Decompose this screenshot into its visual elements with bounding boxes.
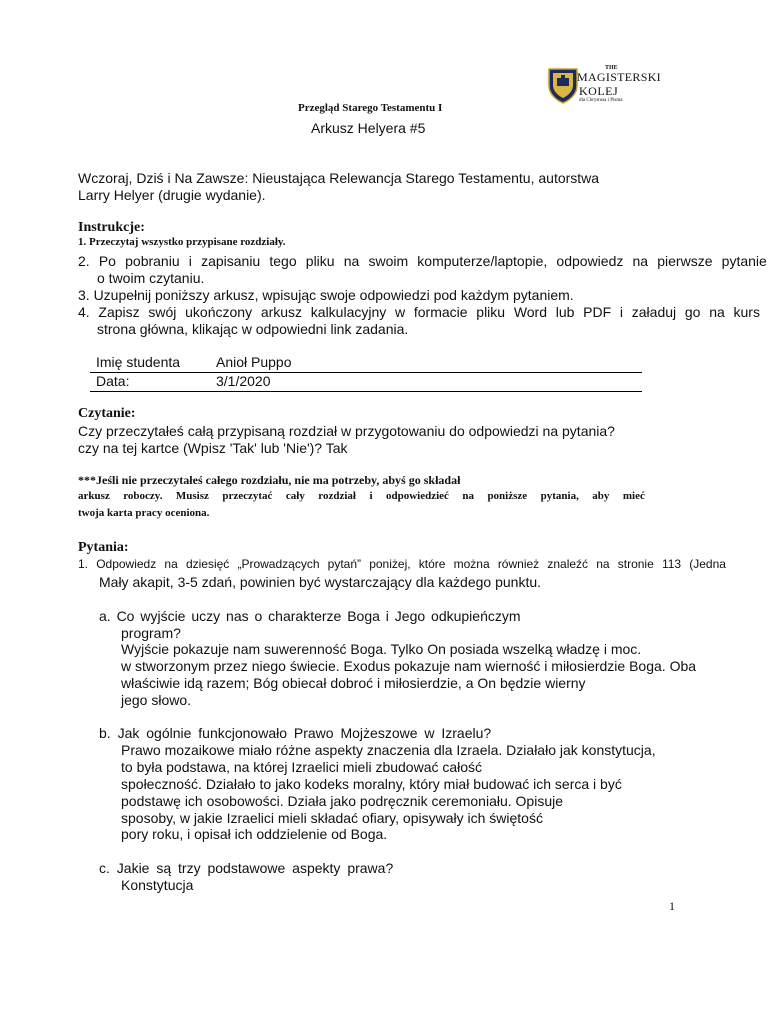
- word: pliku: [305, 253, 335, 269]
- answer-b-line: społeczność. Działało to jako kodeks moralny, który miał budować ich serca i być: [121, 776, 622, 792]
- word: „Prowadzących: [237, 557, 320, 571]
- word: 4.: [78, 304, 90, 320]
- warning-line-2: [78, 490, 645, 502]
- date-row: [90, 373, 642, 391]
- answer-a-line: właściwie idą razem; Bóg obiecał dobroć i miłosierdzie, a On będzie wierny: [121, 675, 586, 691]
- word: formacie: [413, 304, 468, 320]
- word: tego: [269, 253, 297, 269]
- word: PDF: [583, 304, 612, 320]
- logo-subtitle: dla Chrystusa i Pisma: [579, 98, 623, 103]
- word: na: [709, 304, 725, 320]
- answer-b-line: Prawo mozaikowe miało różne aspekty znaczenia dla Izraela. Działało jak konstytucja,: [121, 742, 656, 758]
- word: rozdział: [318, 490, 356, 502]
- student-name-label: Imię studenta: [96, 354, 181, 370]
- word: pytania,: [540, 490, 579, 502]
- word: na: [164, 557, 178, 571]
- word: arkusz: [78, 490, 110, 502]
- instruction-2-cont: o twoim czytaniu.: [97, 270, 205, 286]
- questions-intro: [78, 557, 726, 571]
- instructions-heading: Instrukcje:: [78, 220, 145, 235]
- instruction-2: [78, 253, 767, 269]
- word: pierwsze: [657, 253, 713, 269]
- question-b: b. Jak ogólnie funkcjonowało Prawo Mojżeszowe w Izraelu?: [99, 725, 492, 741]
- instruction-4: [78, 304, 760, 320]
- word: załaduj: [631, 304, 677, 320]
- word: 113: [661, 557, 682, 571]
- warning-line-1: ***Jeśli nie przeczytałeś całego rozdziału, nie ma potrzeby, abyś go składał: [78, 473, 461, 487]
- word: poniżej,: [369, 557, 411, 571]
- word: i: [619, 304, 624, 320]
- date-label: Data:: [96, 373, 130, 389]
- answer-b-line: sposoby, w jakie Izraelici mieli składać ofiary, opisywały ich świętość: [121, 810, 543, 826]
- question-a: a. Co wyjście uczy nas o charakterze Boga i Jego odkupieńczym: [99, 608, 521, 624]
- word: mieć: [622, 490, 645, 502]
- word: pobraniu: [125, 253, 180, 269]
- worksheet-title: Arkusz Helyera #5: [311, 120, 426, 136]
- logo-name-line2: KOLEJ: [579, 84, 619, 98]
- logo-the: THE: [605, 65, 618, 71]
- word: 2.: [78, 253, 90, 269]
- instruction-3: 3. Uzupełnij poniższy arkusz, wpisując swoje odpowiedzi pod każdym pytaniem.: [78, 287, 574, 303]
- answer-c-line: Konstytucja: [121, 877, 194, 893]
- answer-b-line: to była podstawa, na której Izraelici mieli zbudować całość: [121, 759, 483, 775]
- word: odpowiedzieć: [385, 490, 449, 502]
- word: Word: [513, 304, 548, 320]
- questions-heading: Pytania:: [78, 540, 129, 555]
- course-title: Przegląd Starego Testamentu I: [298, 102, 443, 114]
- word: kurs: [733, 304, 760, 320]
- word: na: [343, 253, 360, 269]
- word: kalkulacyjny: [310, 304, 387, 320]
- shield-icon: [548, 68, 578, 104]
- book-line-1: Wczoraj, Dziś i Na Zawsze: Nieustająca Relewancja Starego Testamentu, autorstwa: [78, 170, 600, 186]
- word: (Jedna: [689, 557, 726, 571]
- word: 1.: [78, 557, 89, 571]
- answer-a-line: Wyjście pokazuje nam suwerenność Boga. Tylko On posiada wszelką władzę i moc.: [121, 641, 642, 657]
- book-line-2: Larry Helyer (drugie wydanie).: [78, 187, 266, 203]
- word: zapisaniu: [201, 253, 261, 269]
- word: w: [395, 304, 406, 320]
- college-logo: [548, 65, 666, 111]
- questions-intro-cont: Mały akapit, 3-5 zdań, powinien być wystarczający dla każdego punktu.: [99, 574, 542, 590]
- word: znaleźć: [547, 557, 589, 571]
- word: odpowiedz: [556, 253, 624, 269]
- word: aby: [592, 490, 610, 502]
- word: na: [596, 557, 610, 571]
- logo-name-line1: MAGISTERSKI: [577, 70, 661, 84]
- reading-heading: Czytanie:: [78, 406, 136, 421]
- word: na: [632, 253, 649, 269]
- word: poniższe: [487, 490, 528, 502]
- word: i: [369, 490, 373, 502]
- instruction-4-cont: strona główna, klikając w odpowiedni link zadania.: [97, 321, 409, 337]
- word: lub: [555, 304, 575, 320]
- word: stronie: [617, 557, 654, 571]
- date-value: 3/1/2020: [216, 373, 271, 389]
- word: swój: [148, 304, 177, 320]
- answer-a-line: jego słowo.: [121, 692, 192, 708]
- word: Po: [98, 253, 116, 269]
- word: również: [497, 557, 540, 571]
- word: arkusz: [260, 304, 303, 320]
- word: komputerze/laptopie,: [417, 253, 548, 269]
- warning-line-3: twoja karta pracy oceniona.: [78, 507, 210, 519]
- reading-line-1: Czy przeczytałeś całą przypisaną rozdział w przygotowaniu do odpowiedzi na pytania?: [78, 423, 615, 439]
- question-a-cont: program?: [121, 625, 181, 641]
- word: i: [188, 253, 192, 269]
- table-bottom-border: [90, 391, 642, 392]
- word: Odpowiedz: [96, 557, 157, 571]
- word: które: [418, 557, 446, 571]
- word: Musisz: [175, 490, 209, 502]
- answer-a-line: w stworzonym przez niego świecie. Exodus pokazuje nam wierność i miłosierdzie Boga. Oba: [121, 658, 697, 674]
- reading-line-2: czy na tej kartce (Wpisz 'Tak' lub 'Nie')? Tak: [78, 440, 348, 456]
- word: pytań”: [327, 557, 362, 571]
- word: Zapisz: [98, 304, 140, 320]
- word: pytanie: [721, 253, 767, 269]
- word: można: [453, 557, 490, 571]
- word: ukończony: [185, 304, 253, 320]
- word: go: [684, 304, 701, 320]
- word: dziesięć: [185, 557, 230, 571]
- word: na: [462, 490, 474, 502]
- question-c: c. Jakie są trzy podstawowe aspekty prawa?: [99, 860, 394, 876]
- word: swoim: [368, 253, 409, 269]
- page-number: 1: [669, 899, 675, 913]
- word: przeczytać: [222, 490, 273, 502]
- answer-b-line: pory roku, i opisał ich oddzielenie od Boga.: [121, 826, 388, 842]
- student-name-value: Anioł Puppo: [216, 354, 292, 370]
- word: pliku: [476, 304, 506, 320]
- answer-b-line: podstawę ich osobowości. Działa jako podręcznik ceremoniału. Opisuje: [121, 793, 564, 809]
- student-info-table: [90, 354, 642, 392]
- instruction-1: 1. Przeczytaj wszystko przypisane rozdziały.: [78, 236, 286, 248]
- word: cały: [285, 490, 305, 502]
- student-name-row: [90, 354, 642, 372]
- word: roboczy.: [123, 490, 163, 502]
